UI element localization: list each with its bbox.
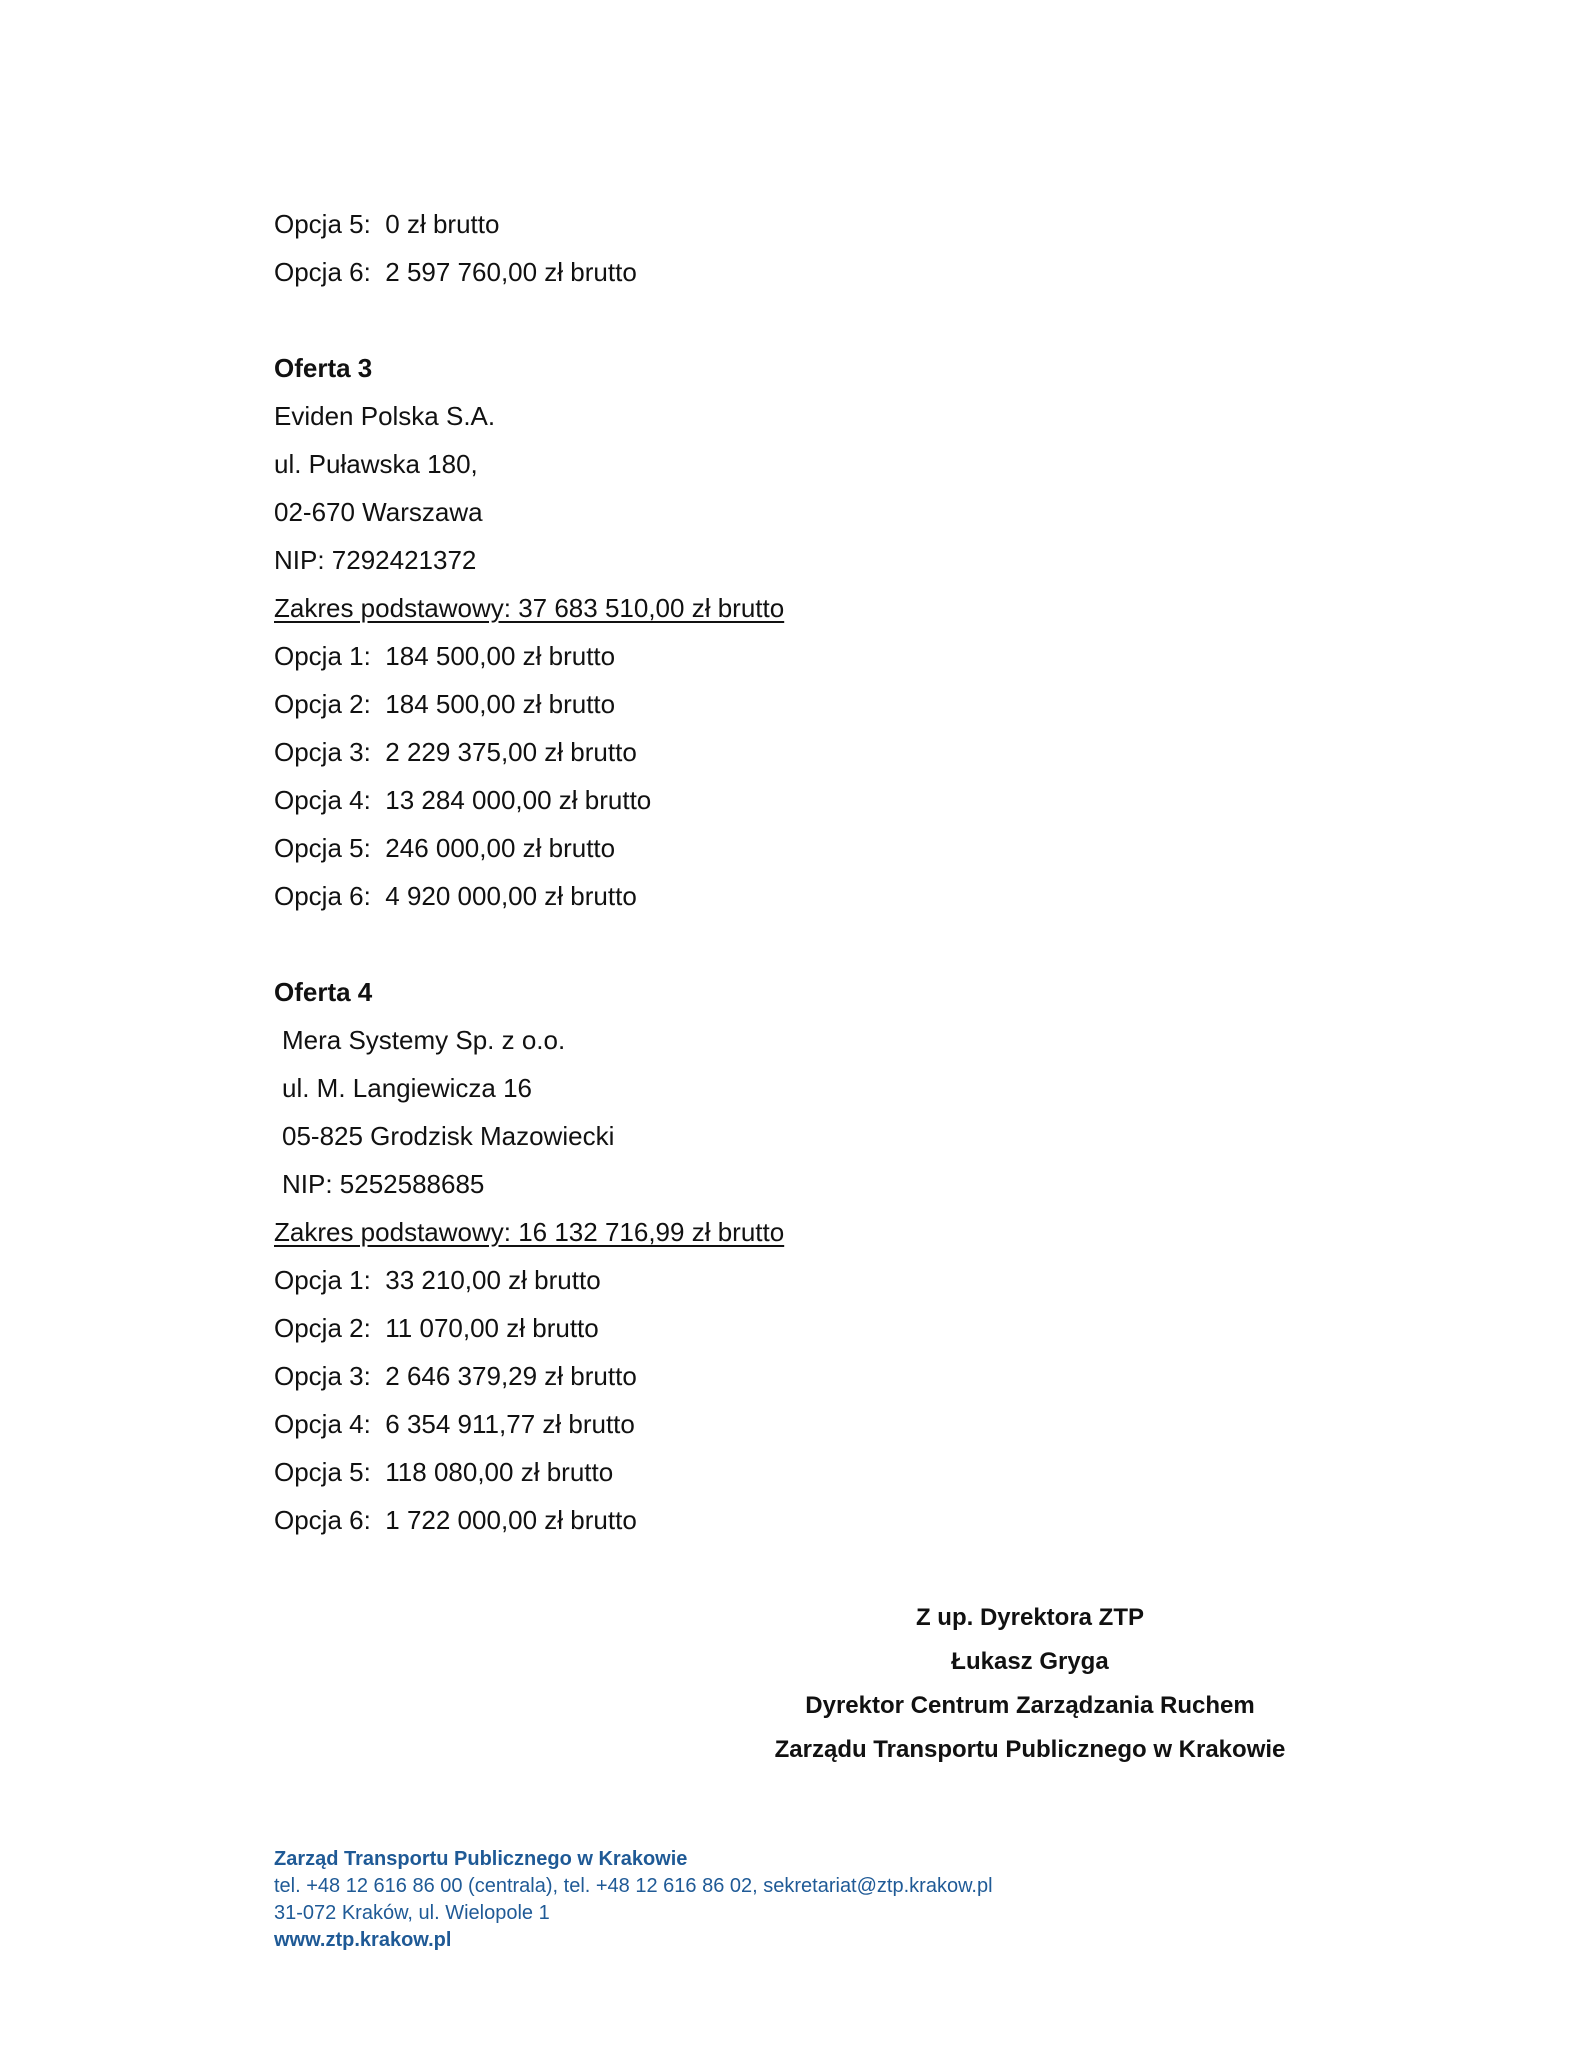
offer-4-street: ul. M. Langiewicza 16 [282,1073,533,1103]
offer-4-nip: NIP: 5252588685 [282,1169,485,1199]
spacer [274,296,1274,344]
offer-3-basic-scope: Zakres podstawowy: 37 683 510,00 zł brutto [274,593,785,623]
footer-contact: tel. +48 12 616 86 00 (centrala), tel. +48 12 616 86 02, sekretariat@ztp.krakow.pl [274,1875,993,1897]
letterhead-footer [274,1846,993,1954]
offer-4-company: Mera Systemy Sp. z o.o. [282,1025,566,1055]
offer-3-option-3: Opcja 3: 2 229 375,00 zł brutto [274,737,637,767]
offer-3-option-4: Opcja 4: 13 284 000,00 zł brutto [274,785,652,815]
offer-4-basic-scope: Zakres podstawowy: 16 132 716,99 zł brutto [274,1217,785,1247]
document-body [274,200,1274,1544]
offer-3-city: 02-670 Warszawa [274,497,483,527]
offer-3-company: Eviden Polska S.A. [274,401,496,431]
signature-name: Łukasz Gryga [951,1648,1109,1675]
offer-3-heading: Oferta 3 [274,353,373,383]
offer-4-option-4: Opcja 4: 6 354 911,77 zł brutto [274,1409,635,1439]
offer-4-city: 05-825 Grodzisk Mazowiecki [282,1121,615,1151]
footer-address: 31-072 Kraków, ul. Wielopole 1 [274,1902,550,1924]
offer-4-option-1: Opcja 1: 33 210,00 zł brutto [274,1265,601,1295]
continuation-option-5: Opcja 5: 0 zł brutto [274,209,500,239]
offer-3-option-2: Opcja 2: 184 500,00 zł brutto [274,689,616,719]
offer-4-option-3: Opcja 3: 2 646 379,29 zł brutto [274,1361,637,1391]
footer-organization: Zarząd Transportu Publicznego w Krakowie [274,1848,688,1870]
signature-position: Dyrektor Centrum Zarządzania Ruchem [805,1692,1255,1719]
offer-4-heading: Oferta 4 [274,977,373,1007]
offer-4-option-5: Opcja 5: 118 080,00 zł brutto [274,1457,614,1487]
signature-organization: Zarządu Transportu Publicznego w Krakowie [774,1736,1286,1763]
offer-4-option-2: Opcja 2: 11 070,00 zł brutto [274,1313,599,1343]
signature-authorization: Z up. Dyrektora ZTP [915,1604,1145,1631]
offer-3-option-6: Opcja 6: 4 920 000,00 zł brutto [274,881,637,911]
continuation-option-6: Opcja 6: 2 597 760,00 zł brutto [274,257,637,287]
offer-4-option-6: Opcja 6: 1 722 000,00 zł brutto [274,1505,637,1535]
footer-website-link[interactable]: www.ztp.krakow.pl [274,1929,452,1951]
offer-3-street: ul. Puławska 180, [274,449,478,479]
offer-3-option-1: Opcja 1: 184 500,00 zł brutto [274,641,616,671]
offer-3-nip: NIP: 7292421372 [274,545,477,575]
offer-3-option-5: Opcja 5: 246 000,00 zł brutto [274,833,616,863]
signature-block [770,1596,1290,1772]
spacer [274,920,1274,968]
